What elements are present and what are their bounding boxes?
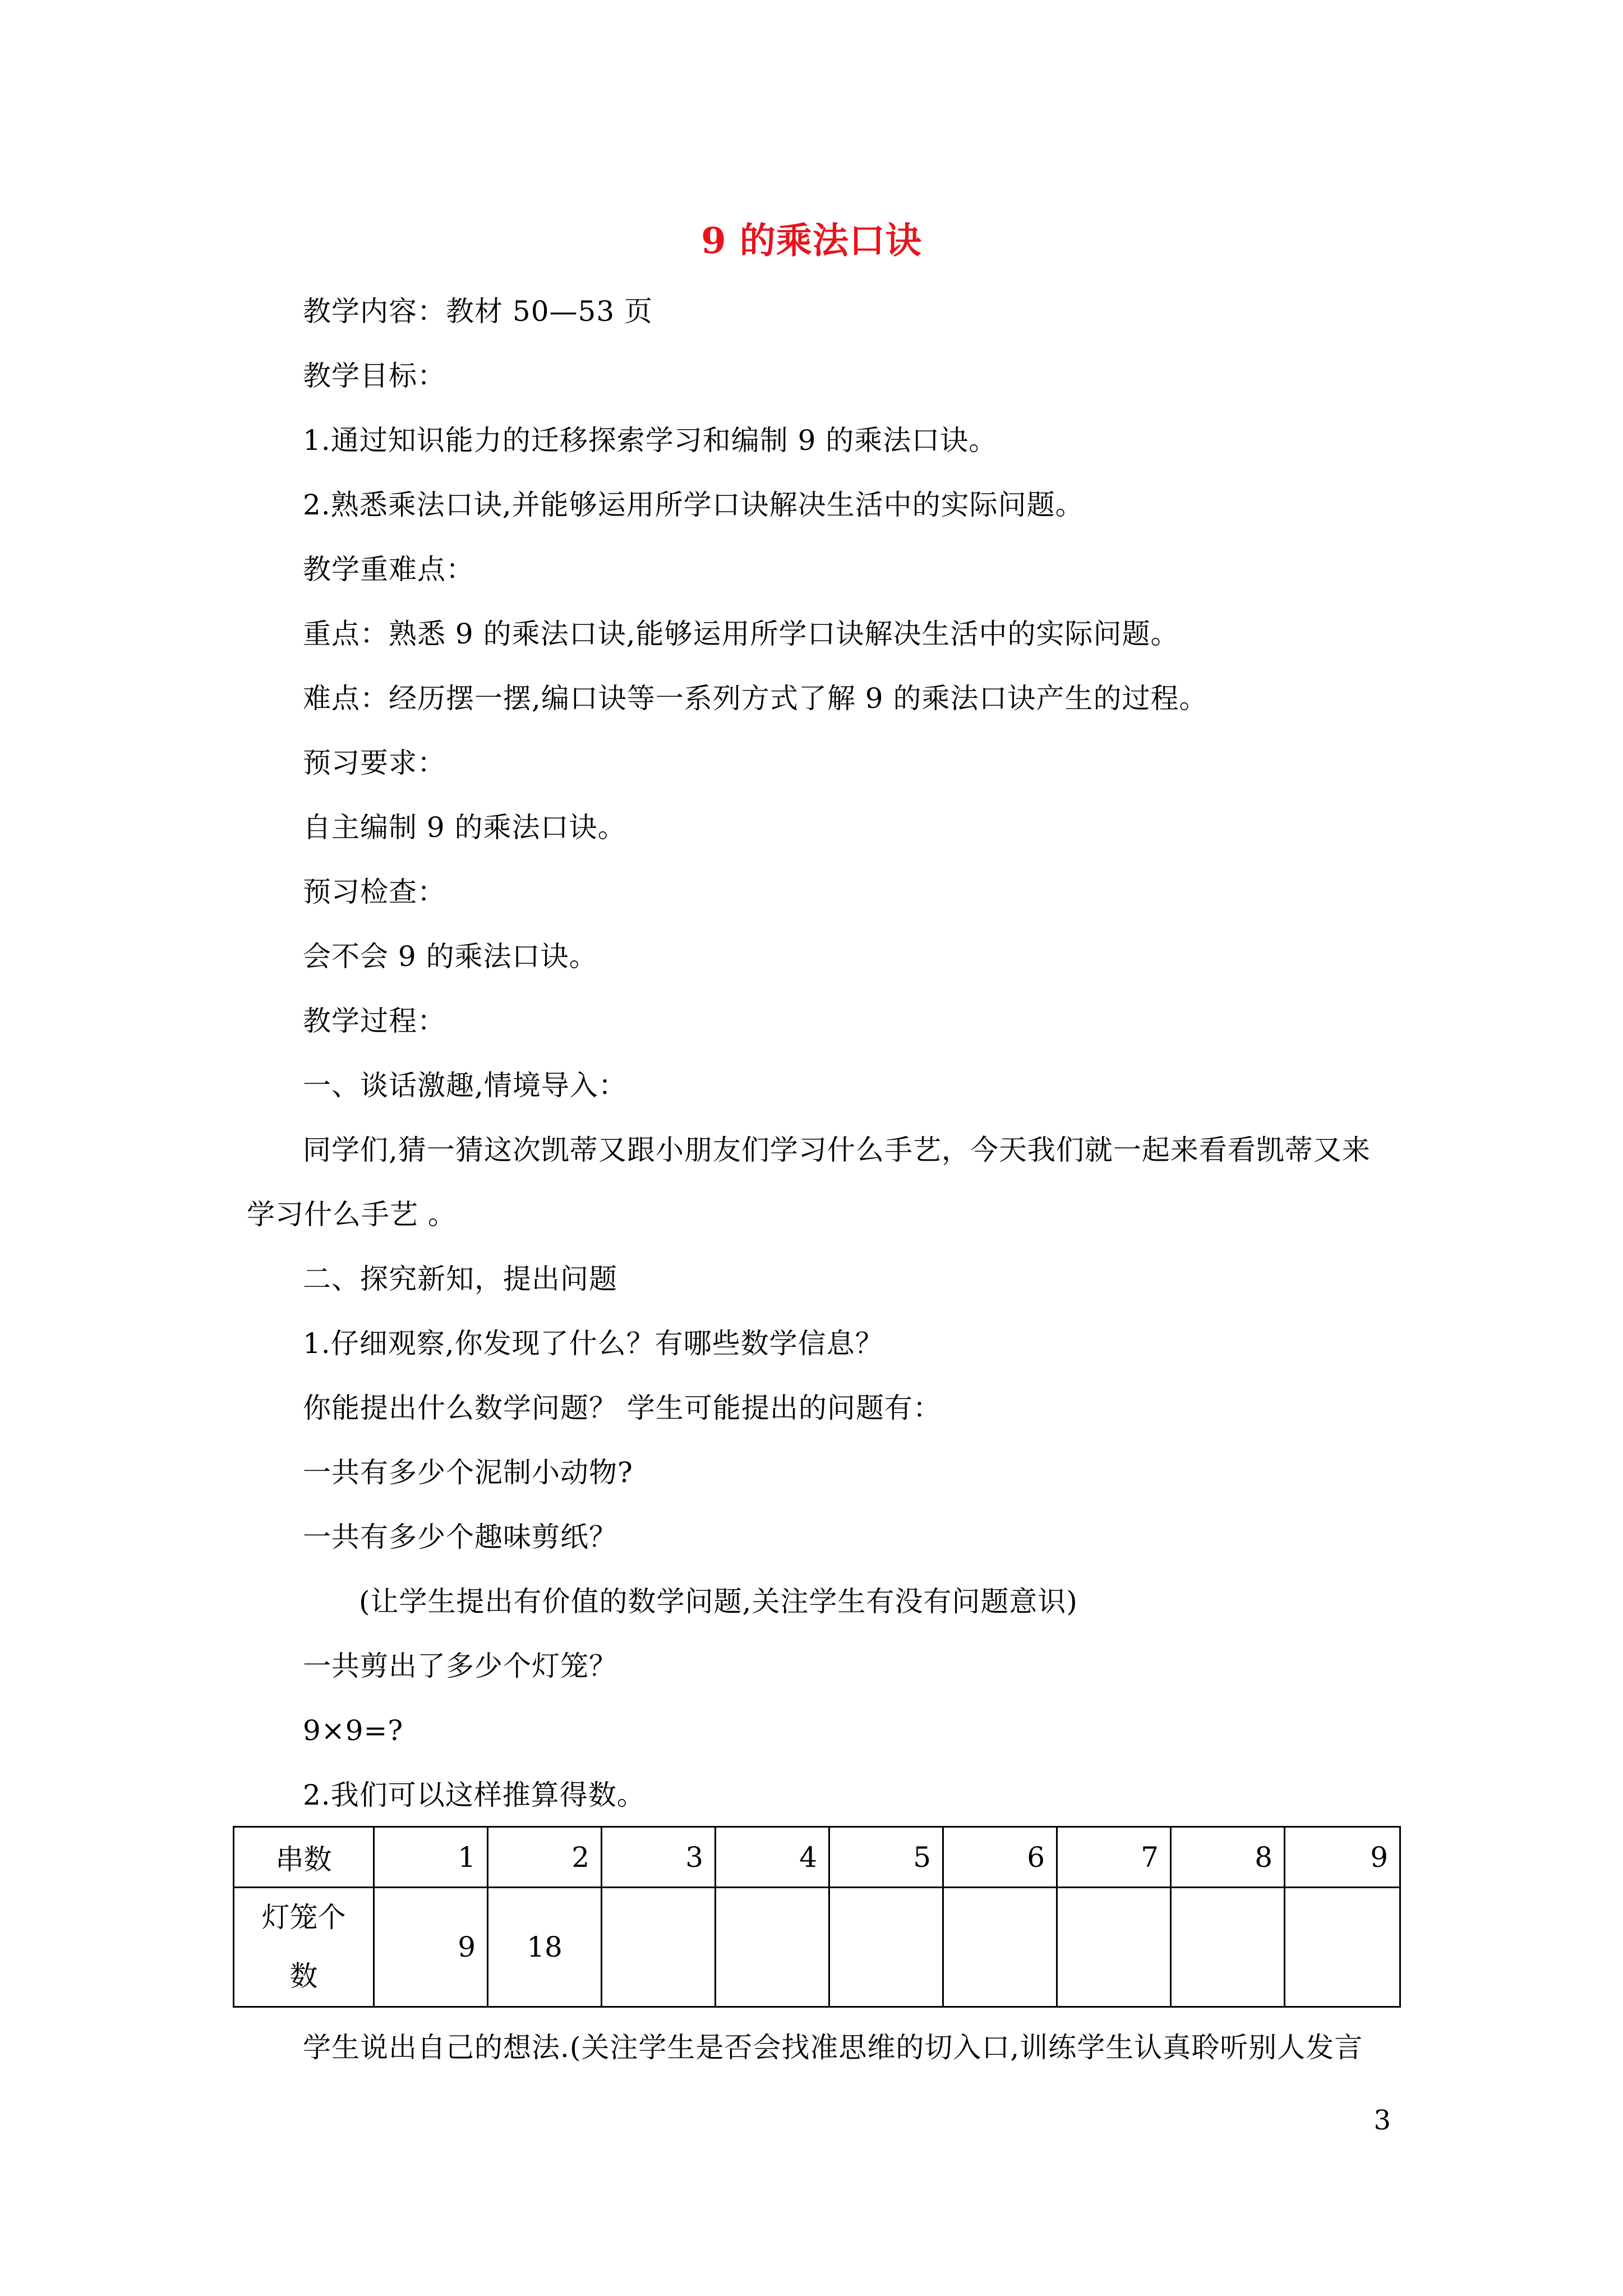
table-header-lanterns: [234, 1888, 374, 2007]
table-cell: 4: [716, 1827, 829, 1888]
goal-1: 1.通过知识能力的迁移探索学习和编制 9 的乘法口诀。: [303, 424, 998, 457]
table-cell: 3: [602, 1827, 716, 1888]
observe-question: 1.仔细观察,你发现了什么？有哪些数学信息？: [303, 1327, 884, 1360]
table-header-lanterns-line-1: 灯笼个: [261, 1901, 346, 1934]
teaching-process-heading: 教学过程：: [303, 1005, 446, 1037]
page-number: 3: [1373, 2105, 1391, 2136]
section-1-heading: 一、谈话激趣,情境导入：: [303, 1069, 627, 1102]
table-cell: 9: [374, 1888, 488, 2007]
table-header-strings: 串数: [234, 1827, 374, 1888]
table-cell: 9: [1285, 1827, 1400, 1888]
teacher-note: (让学生提出有价值的数学问题,关注学生有没有问题意识): [359, 1585, 1078, 1618]
table-cell: [829, 1888, 943, 2007]
preview-requirement: 自主编制 9 的乘法口诀。: [303, 811, 626, 844]
lantern-table: [233, 1826, 1399, 2008]
table-cell: [1285, 1888, 1400, 2007]
preview-requirements-heading: 预习要求：: [303, 747, 446, 779]
question-papercuts: 一共有多少个趣味剪纸？: [303, 1521, 617, 1553]
table-cell: [1057, 1888, 1171, 2007]
table-cell: [602, 1888, 716, 2007]
table-cell: 7: [1057, 1827, 1171, 1888]
table-cell: [1171, 1888, 1285, 2007]
goal-2: 2.熟悉乘法口诀,并能够运用所学口诀解决生活中的实际问题。: [303, 489, 1084, 521]
page-title: 9 的乘法口诀: [701, 220, 922, 262]
key-difficulties-heading: 教学重难点：: [303, 553, 474, 586]
teaching-content: 教学内容：教材 50—53 页: [303, 295, 653, 328]
table-header-lanterns-line-2: 数: [289, 1960, 318, 1993]
teaching-goals-heading: 教学目标：: [303, 360, 446, 392]
equation: 9×9=?: [303, 1714, 404, 1747]
deduction-intro: 2.我们可以这样推算得数。: [303, 1779, 645, 1811]
question-animals: 一共有多少个泥制小动物?: [303, 1456, 633, 1489]
table-cell: 8: [1171, 1827, 1285, 1888]
table-cell: 2: [488, 1827, 602, 1888]
intro-paragraph-line-1: 同学们,猜一猜这次凯蒂又跟小朋友们学习什么手艺，今天我们就一起来看看凯蒂又来: [303, 1134, 1371, 1166]
table-cell: [943, 1888, 1057, 2007]
table-cell: 5: [829, 1827, 943, 1888]
student-thinking-note: 学生说出自己的想法.(关注学生是否会找准思维的切入口,训练学生认真聆听别人发言: [303, 2031, 1363, 2064]
question-lanterns: 一共剪出了多少个灯笼？: [303, 1650, 617, 1682]
table-cell: 1: [374, 1827, 488, 1888]
table-row-lanterns: [234, 1888, 1400, 2007]
intro-paragraph-line-2: 学习什么手艺 。: [247, 1198, 457, 1231]
difficulty-point: 难点：经历摆一摆,编口诀等一系列方式了解 9 的乘法口诀产生的过程。: [303, 682, 1208, 715]
table-cell: [716, 1888, 829, 2007]
table-cell: 6: [943, 1827, 1057, 1888]
table-row-strings: [234, 1827, 1400, 1888]
preview-check-heading: 预习检查：: [303, 876, 446, 908]
raise-question: 你能提出什么数学问题？ 学生可能提出的问题有：: [303, 1392, 942, 1424]
section-2-heading: 二、探究新知，提出问题: [303, 1263, 617, 1295]
key-point: 重点：熟悉 9 的乘法口诀,能够运用所学口诀解决生活中的实际问题。: [303, 618, 1179, 650]
table-cell: 18: [488, 1888, 602, 2007]
preview-check: 会不会 9 的乘法口诀。: [303, 940, 598, 973]
